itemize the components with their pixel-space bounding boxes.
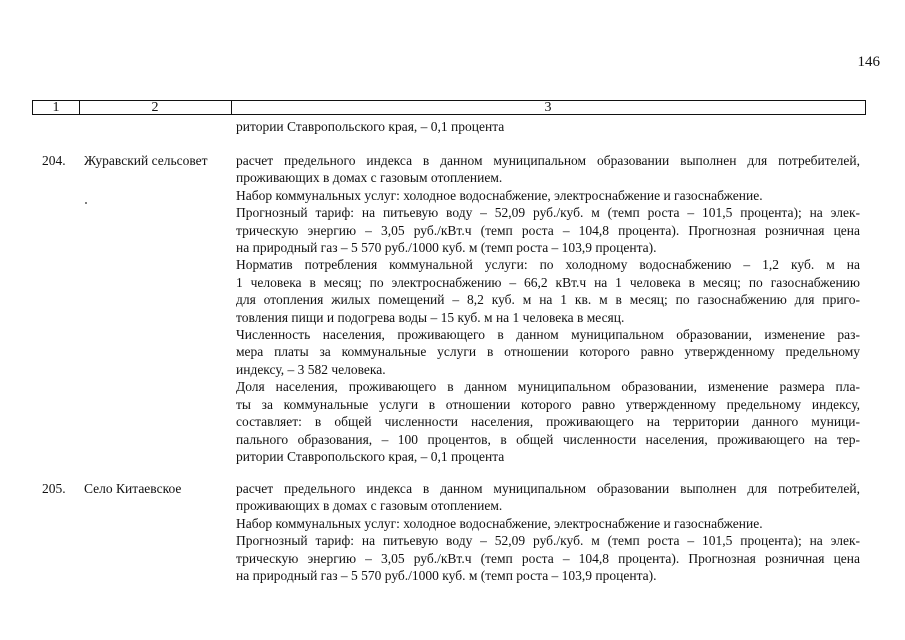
scan-speck [85, 202, 87, 204]
text-line: расчет предельного индекса в данном муниципальном образовании выполнен для потребителей, [236, 153, 860, 168]
text-line: на природный газ – 5 570 руб./1000 куб. м (темп роста – 103,9 процента). [236, 568, 657, 584]
entry-number: 204. [42, 153, 66, 168]
text-line: расчет предельного индекса в данном муниципальном образовании выполнен для потребителей, [236, 481, 860, 496]
text-line: товления пищи и подогрева воды – 15 куб. м на 1 человека в месяц. [236, 309, 625, 325]
text-line: проживающих в домах с газовым отоплением. [236, 498, 503, 514]
text-line: Численность населения, проживающего в данном муниципальном образовании, изменение раз- [236, 327, 860, 343]
text-line: Набор коммунальных услуг: холодное водоснабжение, электроснабжение и газоснабжение. [236, 187, 763, 203]
page-number: 146 [857, 54, 880, 70]
entry-text [236, 152, 860, 465]
text-line: Прогнозный тариф: на питьевую воду – 52,09 руб./куб. м (темп роста – 101,5 процента); на элек- [236, 205, 860, 221]
text-line: мера платы за коммунальные услуги в отношении которого равно утвержденному предельному [236, 344, 860, 360]
text-line: трическую энергию – 3,05 руб./кВт.ч (темп роста – 104,8 процента). Прогнозная розничная цена [236, 550, 860, 566]
text-line: для отопления жилых помещений – 8,2 куб. м на 1 кв. м в месяц; по газоснабжению для приго- [236, 292, 860, 308]
text-line: 1 человека в месяц; по электроснабжению – 66,2 кВт.ч на 1 человека в месяц; по газоснабжению [236, 274, 860, 290]
text-line: Набор коммунальных услуг: холодное водоснабжение, электроснабжение и газоснабжение. [236, 515, 763, 531]
text-line: проживающих в домах с газовым отоплением. [236, 170, 503, 186]
text-line: индексу, – 3 582 человека. [236, 361, 386, 377]
municipality-name: Журавский сельсовет [84, 153, 208, 168]
text-line: трическую энергию – 3,05 руб./кВт.ч (темп роста – 104,8 процента). Прогнозная розничная цена [236, 222, 860, 238]
text-line: ритории Ставропольского края, – 0,1 процента [236, 448, 505, 464]
entry-number: 205. [42, 481, 66, 496]
text-line: ритории Ставропольского края, – 0,1 процента [236, 119, 505, 134]
text-line: на природный газ – 5 570 руб./1000 куб. м (темп роста – 103,9 процента). [236, 240, 657, 256]
header-col-3: 3 [544, 100, 552, 115]
header-col-1: 1 [33, 101, 80, 114]
text-line: Доля населения, проживающего в данном муниципальном образовании, изменение размера пла- [236, 379, 860, 395]
municipality-name: Село Китаевское [84, 481, 182, 496]
continuation-text [236, 118, 860, 135]
text-line: пального образования, – 100 процентов, в общей численности населения, проживающего на тер- [236, 431, 860, 447]
header-col-2: 2 [79, 101, 232, 114]
text-line: составляет: в общей численности населения, проживающего на территории данного муници- [236, 414, 860, 430]
text-line: Норматив потребления коммунальной услуги: по холодному водоснабжению – 1,2 куб. м на [236, 257, 860, 273]
text-line: ты за коммунальные услуги в отношении которого равно утвержденному предельному индексу, [236, 396, 860, 412]
text-line: Прогнозный тариф: на питьевую воду – 52,09 руб./куб. м (темп роста – 101,5 процента); на элек- [236, 533, 860, 549]
entry-text [236, 480, 860, 584]
table-header-row [32, 100, 866, 115]
